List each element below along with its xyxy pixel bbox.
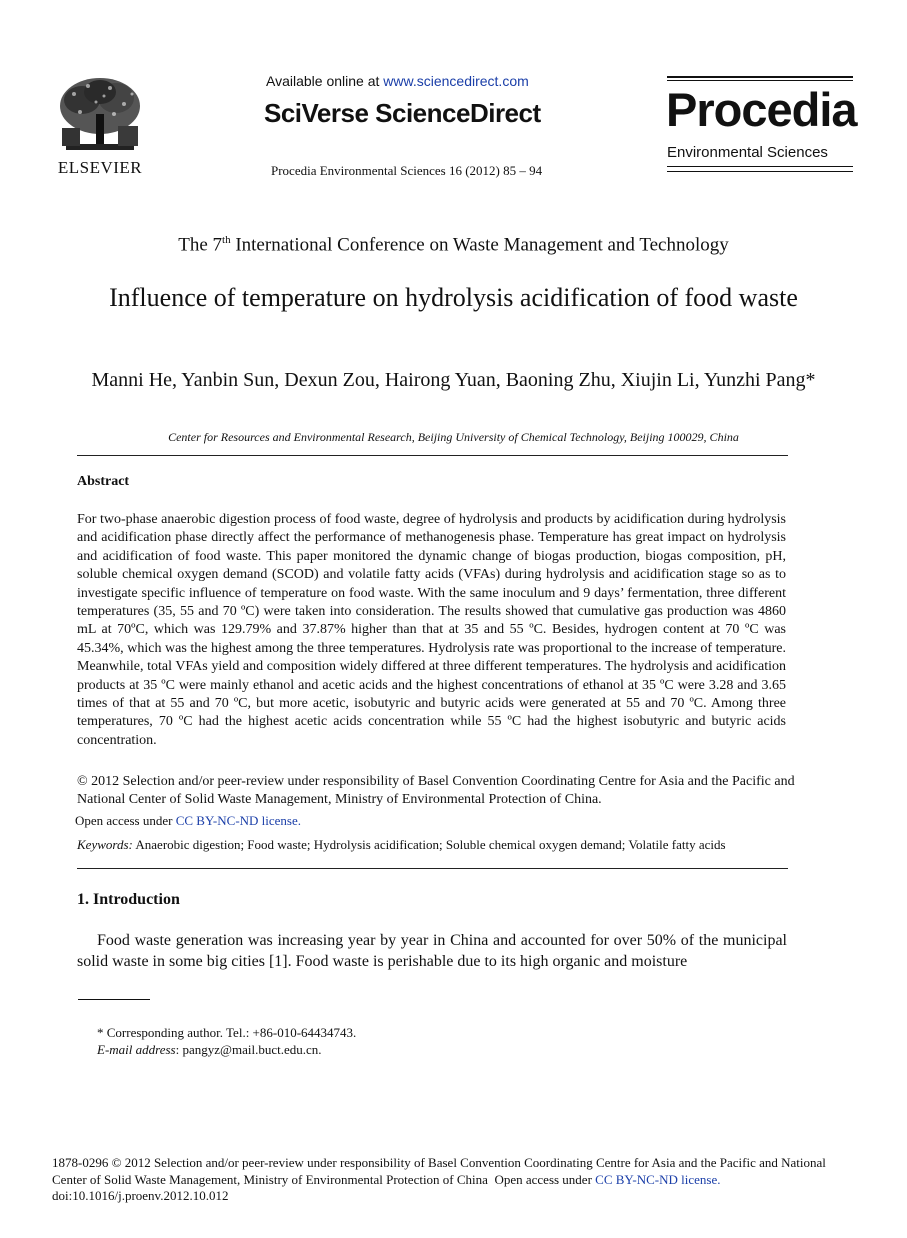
license-link[interactable]: CC BY-NC-ND license.: [175, 813, 302, 828]
open-access-line: Open access under CC BY-NC-ND license.: [75, 813, 302, 828]
doi[interactable]: doi:10.1016/j.proenv.2012.10.012: [52, 1188, 229, 1203]
conference-name: The 7th International Conference on Waste Management and Technology: [178, 234, 729, 256]
section-heading: 1. Introduction: [77, 891, 180, 908]
journal-brand-logo: Procedia: [666, 83, 857, 136]
corresponding-author-note: * Corresponding author. Tel.: +86-010-64434743. E-mail address: pangyz@mail.buct.edu.cn.: [97, 1025, 357, 1057]
abstract-heading: Abstract: [77, 474, 130, 489]
procedia-top-rule-thin: [667, 80, 853, 81]
procedia-top-rule: [667, 76, 853, 78]
divider: [77, 455, 788, 456]
procedia-bottom-rule: [667, 166, 853, 167]
abstract-body: For two-phase anaerobic digestion process of food waste, degree of hydrolysis and products by acidification during hydrolysis and acidification phase directly affect the performance of methanogenesis phase. Temperature has great impact on hydrolysis and acidification of food waste. This paper monitored the dynamic change of biogas production, biogas composition, pH, soluble chemical oxygen demand (SCOD) and volatile fatty acids (VFAs) during hydrolysis and acidification stage so as to investigate specific influence of temperature on food waste. With the same inoculum and 9 days’ fermentation, three different temperatures (35, 55 and 70 ºC) were taken into consideration. The results showed that cumulative gas production was 4860 mL at 70ºC, which was 129.79% and 37.87% higher than that at 35 and 55 ºC. Besides, hydrogen content at 70 ºC was 45.34%, which was the highest among the three temperatures. Hydrolysis rate was proportional to the increase of temperature. Meanwhile, total VFAs yield and composition widely differed at three different temperatures. The hydrolysis and acidification products at 35 ºC were mainly ethanol and acetic acids and the highest concentrations of ethanol at 35 ºC were 3.28 and 3.65 times of that at 55 and 70 ºC, but more acetic, isobutyric and butyric acids were generated at 55 and 70 ºC. Among three temperatures, 70 ºC had the highest acetic acids concentration while 55 ºC had the highest isobutyric and butyric acids concentration.: [77, 512, 786, 748]
section-body: Food waste generation was increasing year by year in China and accounted for over 50% of the municipal solid waste in some big cities [1]. Food waste is perishable due to its high organic and moisture: [77, 932, 787, 970]
affiliation: Center for Resources and Environmental Research, Beijing University of Chemical Technology, Beijing 100029, China: [168, 430, 739, 444]
paper-title: Influence of temperature on hydrolysis acidification of food waste: [109, 283, 798, 312]
keywords-text: Anaerobic digestion; Food waste; Hydrolysis acidification; Soluble chemical oxygen demand; Volatile fatty acids: [132, 837, 726, 852]
copyright-notice: © 2012 Selection and/or peer-review under responsibility of Basel Convention Coordinating Centre for Asia and the Pacific and National Center of Solid Waste Management, Ministry of Environmental Protection of China.: [77, 774, 795, 808]
keywords: [77, 837, 726, 853]
availability-prefix: Available online at: [266, 73, 380, 89]
availability-line: [266, 73, 529, 89]
divider: [77, 868, 788, 869]
footnote-rule: [78, 999, 150, 1000]
bottom-license-link[interactable]: CC BY-NC-ND license.: [595, 1171, 721, 1187]
sciencedirect-link[interactable]: www.sciencedirect.com: [383, 73, 529, 89]
author-list: Manni He, Yanbin Sun, Dexun Zou, Hairong Yuan, Baoning Zhu, Xiujin Li, Yunzhi Pang*: [91, 369, 816, 391]
procedia-bottom-rule-2: [667, 171, 853, 172]
journal-brand-subtitle: Environmental Sciences: [667, 144, 828, 161]
keywords-label: Keywords:: [77, 837, 133, 852]
journal-citation: Procedia Environmental Sciences 16 (2012) 85 – 94: [271, 163, 543, 178]
bottom-copyright: 1878-0296 © 2012 Selection and/or peer-review under responsibility of Basel Convention Coordinating Centre for Asia and the Pacific and National Center of Solid Waste Management, Ministry of Environmental Protection of China Open access under CC BY-NC-ND license. doi:10.1016/j.proenv.2012.10.012: [52, 1155, 858, 1205]
platform-logo: SciVerse ScienceDirect: [264, 98, 541, 128]
publisher-wordmark: ELSEVIER: [57, 158, 143, 177]
